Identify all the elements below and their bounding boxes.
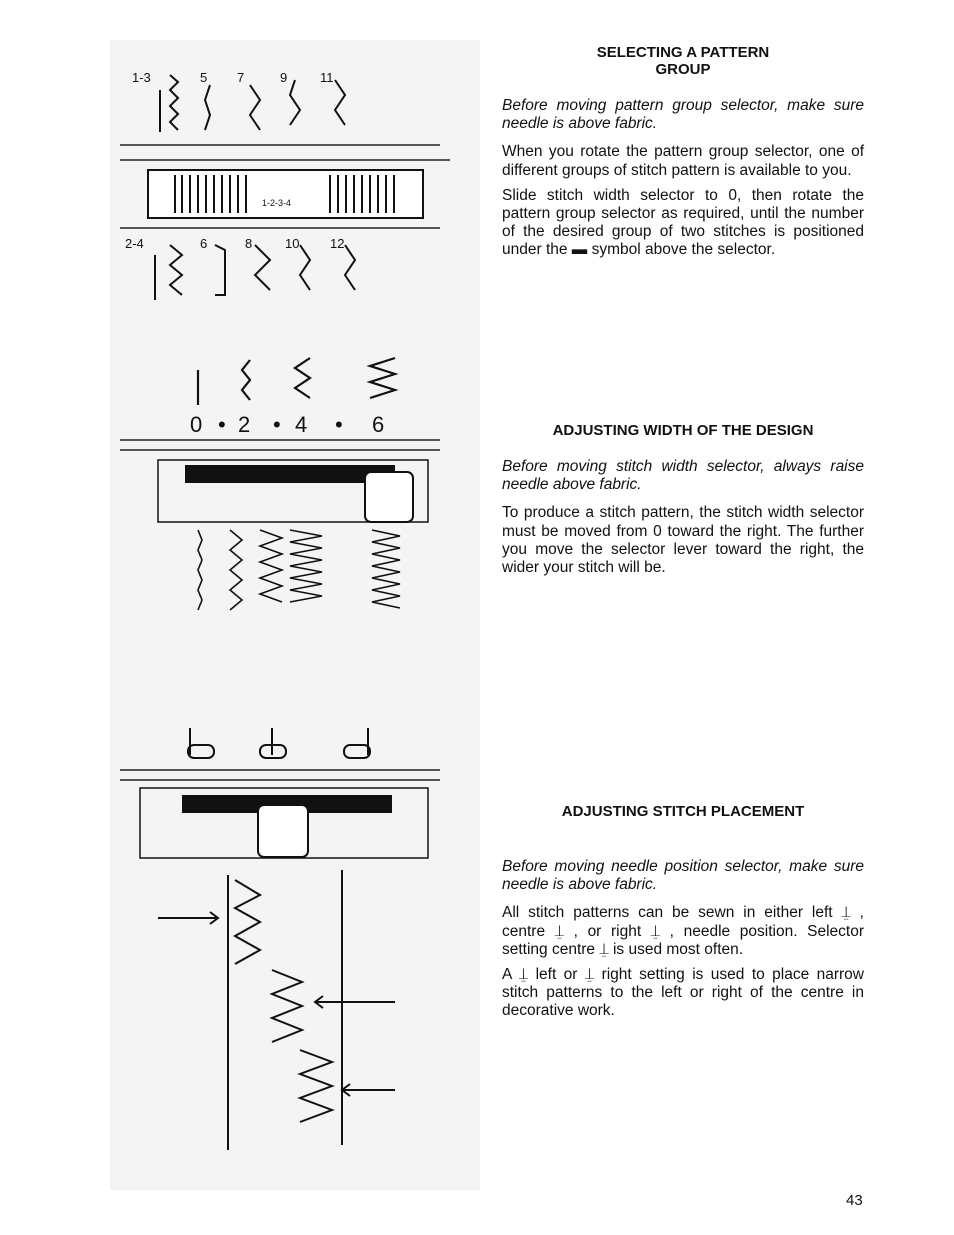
page-number: 43 [846, 1192, 863, 1209]
width-4: 4 [295, 412, 308, 437]
width-2: 2 [238, 412, 251, 437]
width-6: 6 [372, 412, 385, 437]
note-pattern-group: Before moving pattern group selector, make sure needle is above fabric. [502, 97, 864, 133]
paragraph-width-1: To produce a stitch pattern, the stitch width selector must be moved from 0 toward the right. The further you move the selector lever toward the right, the wider your stitch will be. [502, 504, 864, 577]
illustration-panel [110, 40, 480, 1190]
width-dot-3: • [335, 412, 343, 437]
selector-scale: 1-2-3-4 [262, 198, 292, 208]
width-slider-track [185, 465, 395, 483]
group-label-2-4: 2-4 [125, 236, 144, 251]
width-slider-knob [365, 472, 413, 522]
group-label-12: 12 [330, 236, 345, 251]
width-dot-1: • [218, 412, 226, 437]
group-label-10: 10 [285, 236, 300, 251]
paragraph-placement-1: All stitch patterns can be sewn in either left ⍊ , centre ⍊ , or right ⍊ , needle position. Selector setting centre ⍊ is used most often. [502, 904, 864, 958]
section-placement [502, 803, 864, 1028]
heading-width: ADJUSTING WIDTH OF THE DESIGN [552, 422, 814, 439]
heading-placement: ADJUSTING STITCH PLACEMENT [561, 803, 805, 820]
paragraph-placement-2: A ⍊ left or ⍊ right setting is used to place narrow stitch patterns to the left or right of the centre in decorative work. [502, 966, 864, 1020]
needle-slider-knob [258, 805, 308, 857]
paragraph-pattern-group-1: When you rotate the pattern group selector, one of different groups of stitch pattern is available to you. [502, 143, 864, 179]
group-label-11: 11 [320, 70, 334, 85]
group-label-6: 6 [200, 236, 208, 251]
stitch-diagram [110, 40, 480, 1190]
paragraph-pattern-group-2: Slide stitch width selector to 0, then rotate the pattern group selector as required, until the number of the desired group of two stitches is positioned under the ▬ symbol above the selector. [502, 186, 864, 259]
group-label-9: 9 [280, 70, 288, 85]
group-label-1-3: 1-3 [132, 70, 151, 85]
note-width: Before moving stitch width selector, always raise needle above fabric. [502, 458, 864, 494]
group-label-8: 8 [245, 236, 253, 251]
width-dot-2: • [273, 412, 281, 437]
note-placement: Before moving needle position selector, make sure needle is above fabric. [502, 858, 864, 894]
width-0: 0 [190, 412, 203, 437]
group-label-5: 5 [200, 70, 208, 85]
heading-pattern-group-line1: SELECTING A PATTERN [596, 44, 770, 61]
group-label-7: 7 [237, 70, 245, 85]
section-pattern-group [502, 44, 864, 267]
section-width [502, 422, 864, 584]
heading-pattern-group-line2: GROUP [655, 61, 711, 78]
